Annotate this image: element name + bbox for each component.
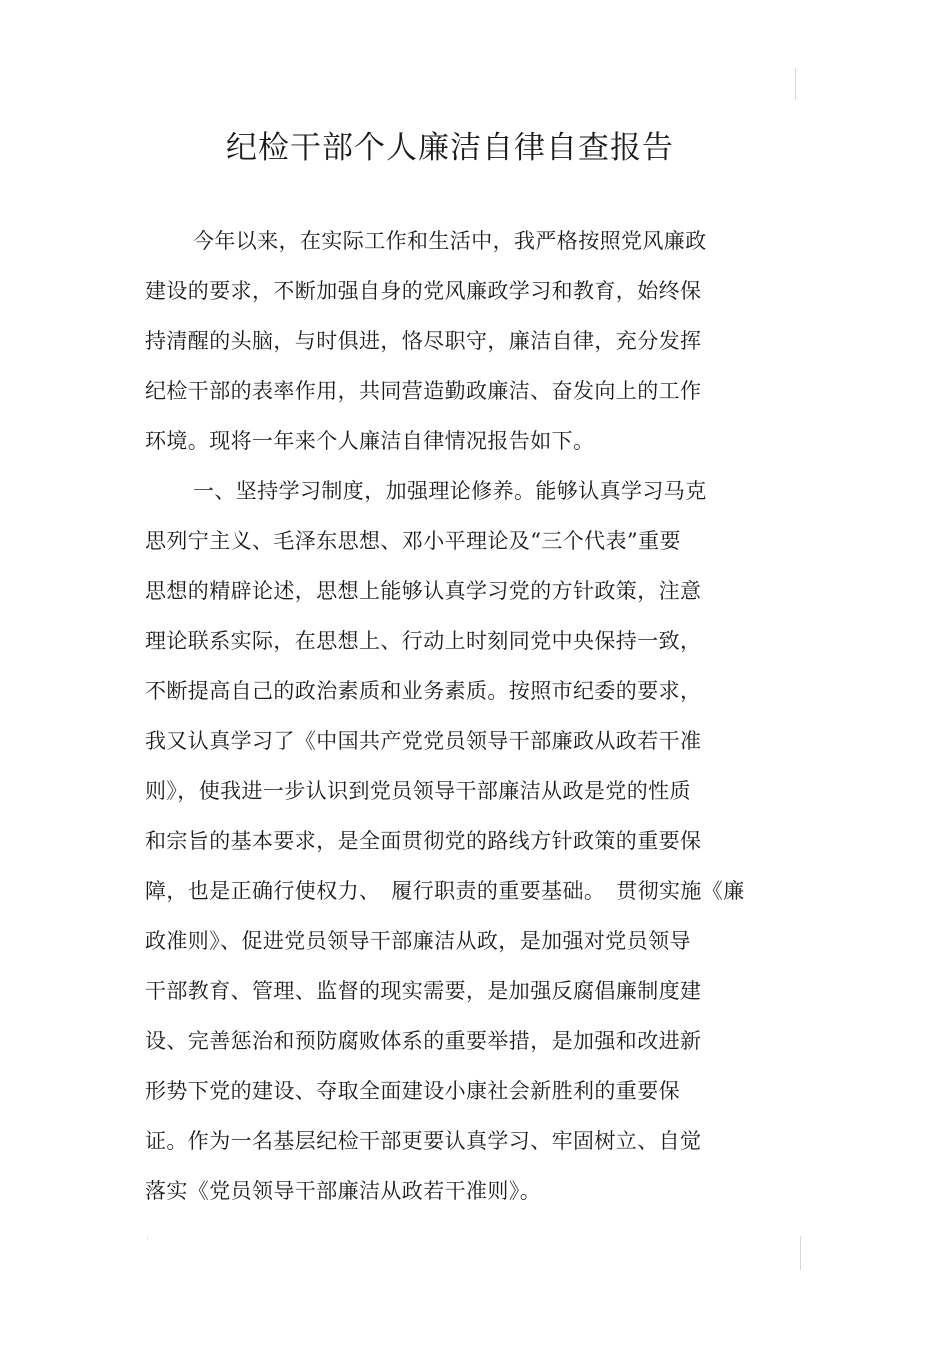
body-line: 形势下党的建设、夺取全面建设小康社会新胜利的重要保	[145, 1079, 680, 1103]
margin-mark-top	[795, 68, 796, 100]
body-line: 则》，使我进一步认识到党员领导干部廉洁从政是党的性质	[145, 779, 691, 803]
body-line: 我又认真学习了《中国共产党党员领导干部廉政从政若干准	[145, 729, 702, 753]
body-line: 思列宁主义、毛泽东思想、邓小平理论及“三个代表”重要	[145, 529, 681, 553]
body-line: 建设的要求，不断加强自身的党风廉政学习和教育，始终保	[145, 279, 702, 303]
body-line: 思想的精辟论述，思想上能够认真学习党的方针政策，注意	[145, 579, 702, 603]
body-line: 和宗旨的基本要求，是全面贯彻党的路线方针政策的重要保	[145, 829, 702, 853]
margin-mark-bottom	[800, 1236, 801, 1270]
body-line: 障，也是正确行使权力、 履行职责的重要基础。 贯彻实施《廉	[145, 879, 745, 903]
body-line: 设、完善惩治和预防腐败体系的重要举措，是加强和改进新	[145, 1029, 702, 1053]
document-title: 纪检干部个人廉洁自律自查报告	[226, 130, 674, 166]
body-line: 环境。现将一年来个人廉洁自律情况报告如下。	[145, 429, 595, 453]
body-line: 政准则》、促进党员领导干部廉洁从政，是加强对党员领导	[145, 929, 691, 953]
body-line: 落实《党员领导干部廉洁从政若干准则》。	[145, 1179, 542, 1203]
body-line: 今年以来，在实际工作和生活中，我严格按照党风廉政	[193, 229, 707, 253]
body-line: 证。作为一名基层纪检干部更要认真学习、牢固树立、自觉	[145, 1129, 702, 1153]
body-line: 不断提高自己的政治素质和业务素质。按照市纪委的要求，	[145, 679, 702, 703]
body-line: 纪检干部的表率作用，共同营造勤政廉洁、奋发向上的工作	[145, 379, 702, 403]
margin-mark-dot	[147, 1236, 148, 1240]
body-line: 持清醒的头脑，与时俱进，恪尽职守，廉洁自律，充分发挥	[145, 329, 702, 353]
body-line: 一、坚持学习制度，加强理论修养。能够认真学习马克	[193, 479, 707, 503]
body-line: 理论联系实际，在思想上、行动上时刻同党中央保持一致，	[145, 629, 702, 653]
body-line: 干部教育、管理、监督的现实需要，是加强反腐倡廉制度建	[145, 979, 702, 1003]
